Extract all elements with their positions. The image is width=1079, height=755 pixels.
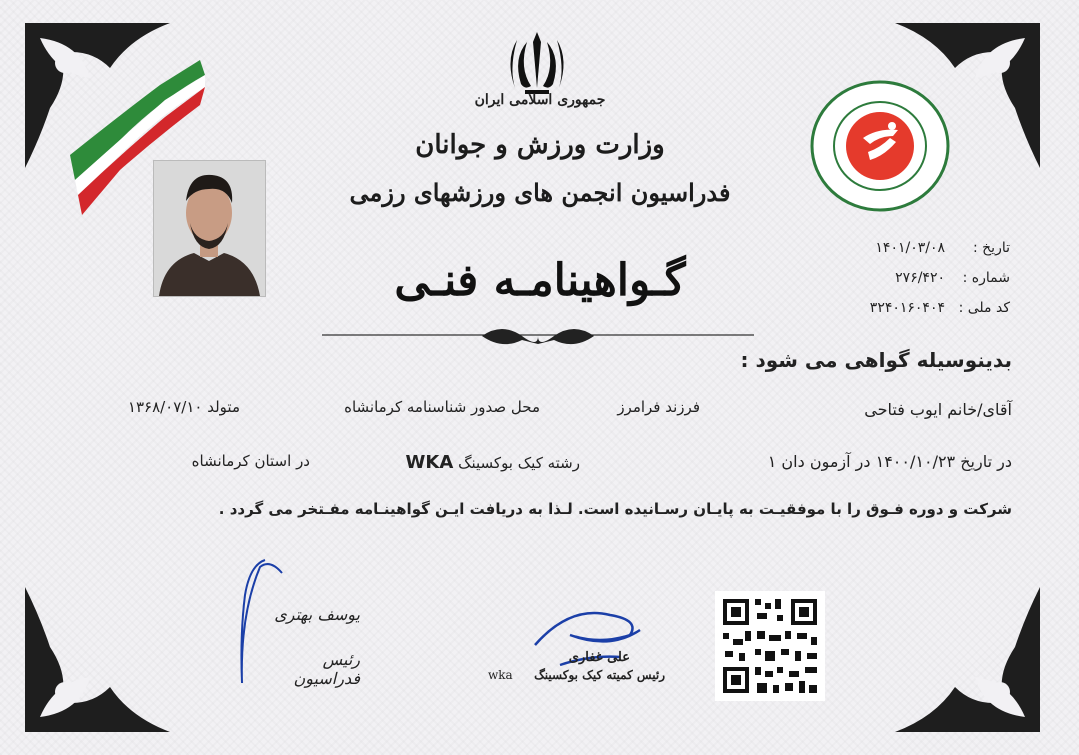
- intro-text: بدینوسیله گواهی می شود :: [740, 348, 1012, 372]
- exam-info: در تاریخ ۱۴۰۰/۱۰/۲۳ در آزمون دان ۱: [767, 452, 1012, 471]
- ornament-corner-bottom-left: [20, 577, 180, 737]
- center-signer-suffix: wka: [488, 668, 513, 682]
- closing-text: شرکت و دوره فـوق را با موفقیـت به پایـان رسـانیده است. لـذا به دریافت ایـن گواهینـامه مفـتخر می گردد .: [218, 500, 1012, 518]
- ornament-corner-bottom-right: [885, 577, 1045, 737]
- number-value: ۲۷۶/۴۲۰: [895, 270, 945, 286]
- title-divider: [322, 322, 754, 352]
- federation-name: فدراسیون انجمن های ورزشهای رزمی: [349, 178, 731, 207]
- national-id-label: کد ملی :: [958, 300, 1010, 316]
- left-signer-title: رئیس فدراسیون: [293, 650, 360, 688]
- date-label: تاریخ :: [972, 240, 1010, 256]
- federation-logo: [808, 78, 953, 213]
- issue-place: محل صدور شناسنامه کرمانشاه: [344, 398, 540, 416]
- left-signer-name: یوسف بهتری: [274, 605, 360, 624]
- center-signer-title: رئیس کمیته کیک بوکسینگ: [534, 668, 665, 682]
- certificate-title: گـواهینامـه فنـی: [394, 255, 686, 306]
- center-signer-name: علی غفاری: [568, 650, 630, 665]
- birth-date: متولد ۱۳۶۸/۰۷/۱۰: [127, 398, 240, 416]
- field-info: [380, 452, 580, 473]
- holder-name: آقای/خانم ایوب فتاحی: [864, 400, 1012, 419]
- father-name: فرزند فرامرز: [617, 398, 700, 416]
- national-emblem-icon: [505, 28, 569, 98]
- field-brand: WKA: [405, 452, 454, 473]
- holder-photo: [153, 160, 266, 297]
- field-name: رشته کیک بوکسینگ: [458, 454, 580, 472]
- ministry-name: وزارت ورزش و جوانان: [415, 130, 665, 160]
- qr-code[interactable]: [715, 591, 825, 701]
- country-name: جمهوری اسلامی ایران: [474, 92, 606, 108]
- national-id-value: ۳۲۴۰۱۶۰۴۰۴: [869, 300, 945, 316]
- province-info: در استان کرمانشاه: [191, 452, 310, 470]
- number-label: شماره :: [962, 270, 1010, 286]
- date-value: ۱۴۰۱/۰۳/۰۸: [875, 240, 945, 256]
